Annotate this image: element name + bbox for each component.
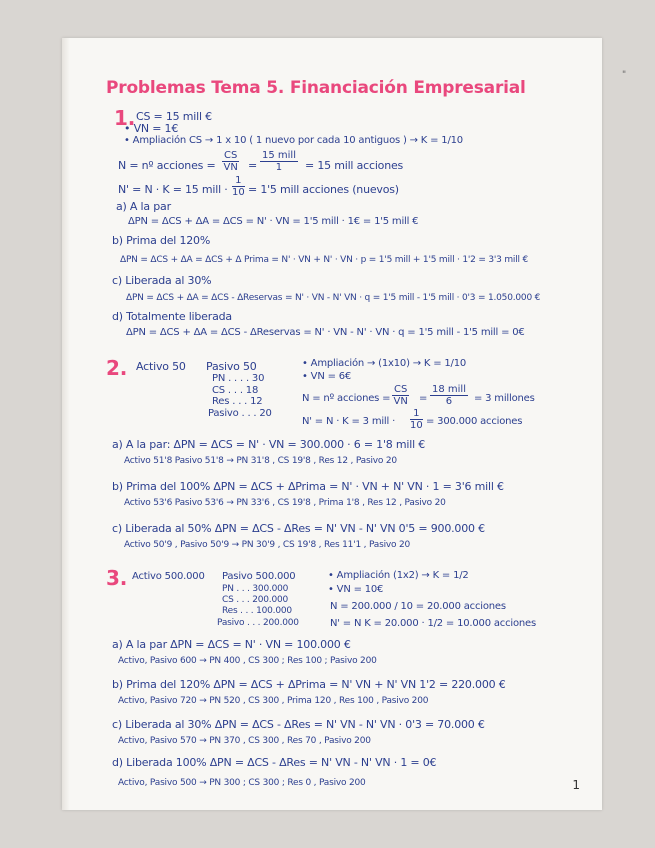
p1-d-heading: d) Totalmente liberada — [112, 310, 232, 323]
p2-pn: PN . . . . 30 — [212, 373, 265, 384]
p1-cs: CS = 15 mill € — [136, 110, 212, 123]
p2-nprime-result: = 300.000 acciones — [426, 416, 523, 427]
p2-res: Res . . . 12 — [212, 396, 263, 407]
p2-n-equals: = — [419, 393, 428, 404]
p2-n-fraction-1 — [392, 384, 409, 407]
p3-activo: Activo 500.000 — [132, 571, 205, 582]
p2-n-prefix: N = nº acciones = — [302, 393, 391, 404]
p2-n-f2-den: 6 — [445, 396, 453, 407]
p1-n-f2-num: 15 mill — [262, 150, 296, 161]
p1-d-equation: ΔPN = ΔCS + ΔA = ΔCS - ΔReservas = N' · VN - N' · VN · q = 1'5 mill - 1'5 mill = 0€ — [126, 327, 525, 338]
p2-n-fraction-2 — [430, 384, 468, 407]
p2-c-result: Activo 50'9 , Pasivo 50'9 → PN 30'9 , CS 19'8 , Res 11'1 , Pasivo 20 — [124, 540, 411, 550]
p1-np-f-den: 10 — [232, 187, 245, 198]
p2-a-equation: a) A la par: ΔPN = ΔCS = N' · VN = 300.000 · 6 = 1'8 mill € — [112, 438, 426, 451]
corner-mark: " — [622, 70, 627, 80]
p1-c-heading: c) Liberada al 30% — [112, 274, 212, 287]
p3-n: N = 200.000 / 10 = 20.000 acciones — [330, 601, 506, 612]
p2-c-equation: c) Liberada al 50% ΔPN = ΔCS - ΔRes = N' VN - N' VN 0'5 = 900.000 € — [112, 522, 485, 535]
p2-activo: Activo 50 — [136, 360, 186, 373]
p1-n-f1-num: CS — [224, 150, 238, 161]
p3-d-equation: d) Liberada 100% ΔPN = ΔCS - ΔRes = N' VN - N' VN · 1 = 0€ — [112, 756, 437, 769]
page-number: 1 — [572, 778, 580, 792]
p1-b-equation: ΔPN = ΔCS + ΔA = ΔCS + Δ Prima = N' · VN + N' · VN · p = 1'5 mill + 1'5 mill · 1'2 = 3'3 mill € — [120, 255, 528, 265]
p2-cs: CS . . . 18 — [212, 385, 259, 396]
p1-nprime-fraction — [232, 175, 245, 198]
p2-pasivo-line: Pasivo . . . 20 — [208, 408, 272, 419]
p3-nprime: N' = N K = 20.000 · 1/2 = 10.000 acciones — [330, 618, 536, 629]
p2-b-equation: b) Prima del 100% ΔPN = ΔCS + ΔPrima = N' · VN + N' VN · 1 = 3'6 mill € — [112, 480, 504, 493]
p1-n-fraction-2 — [260, 150, 298, 173]
problem-3-number: 3. — [106, 566, 128, 590]
p1-n-fraction-1 — [222, 150, 239, 173]
p2-nprime-prefix: N' = N · K = 3 mill · — [302, 416, 396, 427]
p3-c-result: Activo, Pasivo 570 → PN 370 , CS 300 , Res 70 , Pasivo 200 — [118, 736, 371, 746]
p1-n-result: = 15 mill acciones — [305, 159, 404, 172]
p1-b-heading: b) Prima del 120% — [112, 234, 211, 247]
problem-2-number: 2. — [106, 356, 128, 380]
p2-vn: • VN = 6€ — [302, 371, 352, 382]
p3-res: Res . . . 100.000 — [222, 606, 292, 616]
p3-cs: CS . . . 200.000 — [222, 595, 289, 605]
p3-pasivo: Pasivo 500.000 — [222, 571, 296, 582]
p2-pasivo: Pasivo 50 — [206, 360, 257, 373]
page-title: Problemas Tema 5. Financiación Empresarial — [106, 78, 526, 98]
p1-nprime-result: = 1'5 mill acciones (nuevos) — [248, 183, 399, 196]
p3-a-result: Activo, Pasivo 600 → PN 400 , CS 300 ; Res 100 ; Pasivo 200 — [118, 656, 377, 666]
p1-n-f2-den: 1 — [275, 162, 283, 173]
p1-vn: • VN = 1€ — [124, 122, 179, 135]
p2-n-f1-num: CS — [394, 384, 408, 395]
p1-n-prefix: N = nº acciones = — [118, 159, 216, 172]
p2-n-f2-num: 18 mill — [432, 384, 466, 395]
p1-nprime-prefix: N' = N · K = 15 mill · — [118, 183, 228, 196]
p3-b-equation: b) Prima del 120% ΔPN = ΔCS + ΔPrima = N' VN + N' VN 1'2 = 220.000 € — [112, 678, 506, 691]
p1-n-equals: = — [248, 159, 258, 172]
p2-nprime-fraction — [410, 408, 423, 431]
p1-c-equation: ΔPN = ΔCS + ΔA = ΔCS - ΔReservas = N' · VN - N' VN · q = 1'5 mill - 1'5 mill · 0'3 = 1.050.000 € — [126, 293, 541, 303]
p3-b-result: Activo, Pasivo 720 → PN 520 , CS 300 , Prima 120 , Res 100 , Pasivo 200 — [118, 696, 429, 706]
p1-a-heading: a) A la par — [116, 200, 171, 213]
p1-np-f-num: 1 — [232, 175, 245, 187]
p3-pasivo-line: Pasivo . . . 200.000 — [217, 618, 299, 628]
p2-n-result: = 3 millones — [474, 393, 535, 404]
p2-b-result: Activo 53'6 Pasivo 53'6 → PN 33'6 , CS 19'8 , Prima 1'8 , Res 12 , Pasivo 20 — [124, 498, 446, 508]
p3-a-equation: a) A la par ΔPN = ΔCS = N' · VN = 100.000 € — [112, 638, 351, 651]
p1-ampliacion: • Ampliación CS → 1 x 10 ( 1 nuevo por cada 10 antiguos ) → K = 1/10 — [124, 135, 463, 146]
p2-a-result: Activo 51'8 Pasivo 51'8 → PN 31'8 , CS 19'8 , Res 12 , Pasivo 20 — [124, 456, 397, 466]
p1-a-equation: ΔPN = ΔCS + ΔA = ΔCS = N' · VN = 1'5 mill · 1€ = 1'5 mill € — [128, 216, 419, 227]
p3-c-equation: c) Liberada al 30% ΔPN = ΔCS - ΔRes = N' VN - N' VN · 0'3 = 70.000 € — [112, 718, 485, 731]
p3-d-result: Activo, Pasivo 500 → PN 300 ; CS 300 ; Res 0 , Pasivo 200 — [118, 778, 366, 788]
p1-n-f1-den: VN — [223, 162, 238, 173]
p3-vn: • VN = 10€ — [328, 584, 384, 595]
p2-ampliacion: • Ampliación → (1x10) → K = 1/10 — [302, 358, 467, 369]
notebook-page — [62, 38, 627, 810]
p2-n-f1-den: VN — [393, 396, 408, 407]
p3-pn: PN . . . 300.000 — [222, 584, 289, 594]
p2-np-f-den: 10 — [410, 420, 423, 431]
p3-ampliacion: • Ampliación (1x2) → K = 1/2 — [328, 570, 469, 581]
p2-np-f-num: 1 — [410, 408, 423, 420]
problem-1-number: 1. — [114, 106, 136, 130]
